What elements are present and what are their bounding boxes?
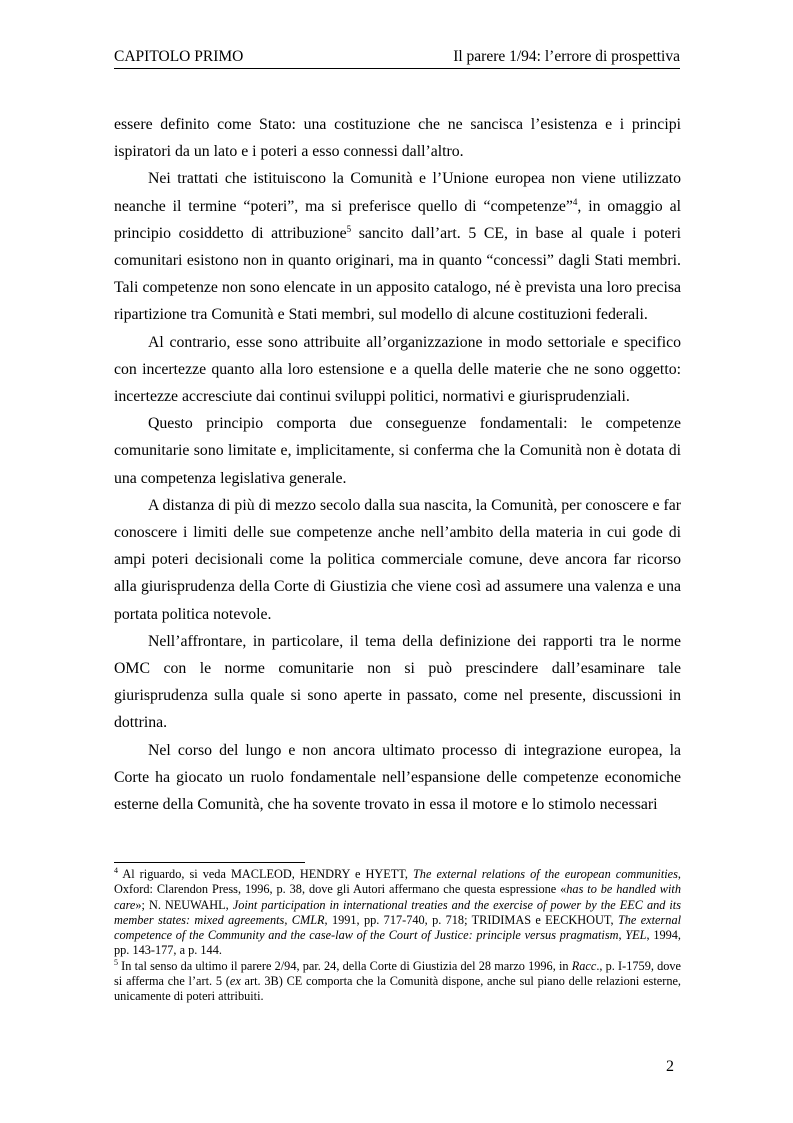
paragraph-1: essere definito come Stato: una costituzione che ne sancisca l’esistenza e i principi ispiratori da un lato e i poteri a esso connessi dall’altro. bbox=[114, 116, 681, 161]
paragraph-6: Nell’affrontare, in particolare, il tema della definizione dei rapporti tra le norme OMC con le norme comunitarie non si può prescindere dall’esaminare tale giurisprudenza sulla quale si sono aperte in passato, come nel presente, discussioni in dottrina. bbox=[114, 632, 681, 732]
footnotes bbox=[114, 867, 681, 1005]
paragraph-5: A distanza di più di mezzo secolo dalla sua nascita, la Comunità, per conoscere e far conoscere i limiti delle sue competenze anche nell’ambito della materia in cui gode di ampi poteri decisionali come la politica commerciale comune, deve ancora far ricorso alla giurisprudenza della Corte di Giustizia che viene così ad assumere una valenza e una portata politica notevole. bbox=[114, 496, 681, 623]
footnote-5: $^5$ In tal senso da ultimo il parere 2/94, par. 24, della Corte di Giustizia del 28 marzo 1996, in Racc., p. I-1759, dove si afferma che l’art. 5 (ex art. 3B) CE comporta che la Comunità dispone, anche sul piano delle relazioni esterne, unicamente di poteri attribuiti. bbox=[114, 957, 682, 1004]
footnote-ref-5: 5 bbox=[346, 223, 352, 234]
body-text bbox=[114, 111, 681, 818]
footnote-ref-4: 4 bbox=[572, 196, 578, 207]
running-header bbox=[114, 48, 680, 69]
footnote-4: $^4$ Al riguardo, si veda MACLEOD, HENDRY e HYETT, The external relations of the european communities, Oxford: Clarendon Press, 1996, p. 38, dove gli Autori affermano che questa espressione «has to be handled with care»; N. NEUWAHL, Joint participation in international treaties and the exercise of power by the EEC and its member states: mixed agreements, CMLR, 1991, pp. 717-740, p. 718; TRIDIMAS e EECKHOUT, The external competence of the Community and the case-law of the Court of Justice: principle versus pragmatism, YEL, 1994, pp. 143-177, a p. 144. bbox=[114, 866, 682, 958]
paragraph-4: Questo principio comporta due conseguenze fondamentali: le competenze comunitarie sono limitate e, implicitamente, si conferma che la Comunità non è dotata di una competenza legislativa generale. bbox=[114, 415, 681, 487]
paragraph-3: Al contrario, esse sono attribuite all’organizzazione in modo settoriale e specifico con incertezze quanto alla loro estensione e a quella delle materie che ne sono oggetto: incertezze accresciute dai continui sviluppi politici, normativi e giurisprudenziali. bbox=[114, 333, 681, 406]
page-number: 2 bbox=[666, 1058, 674, 1075]
footnote-divider bbox=[114, 862, 305, 863]
section-title: Il parere 1/94: l’errore di prospettiva bbox=[453, 48, 680, 65]
paragraph-7: Nel corso del lungo e non ancora ultimato processo di integrazione europea, la Corte ha giocato un ruolo fondamentale nell’espansione delle competenze economiche esterne della Comunità, che ha sovente trovato in essa il motore e lo stimolo necessari bbox=[114, 741, 681, 814]
chapter-title: CAPITOLO PRIMO bbox=[114, 48, 244, 65]
paragraph-2: Nei trattati che istituiscono la Comunità e l’Unione europea non viene utilizzato neanche il termine “poteri”, ma si preferisce quello di “competenze”$^4$, in omaggio al principio cosiddetto di attribuzione$^5$ sancito dall’art. 5 CE, in base al quale i poteri comunitari esistono non in quanto originari, ma in quanto “concessi” dagli Stati membri. Tali competenze non sono elencate in un apposito catalogo, né è prevista una loro precisa ripartizione tra Comunità e Stati membri, sul modello di alcune costituzioni federali. bbox=[114, 170, 682, 324]
